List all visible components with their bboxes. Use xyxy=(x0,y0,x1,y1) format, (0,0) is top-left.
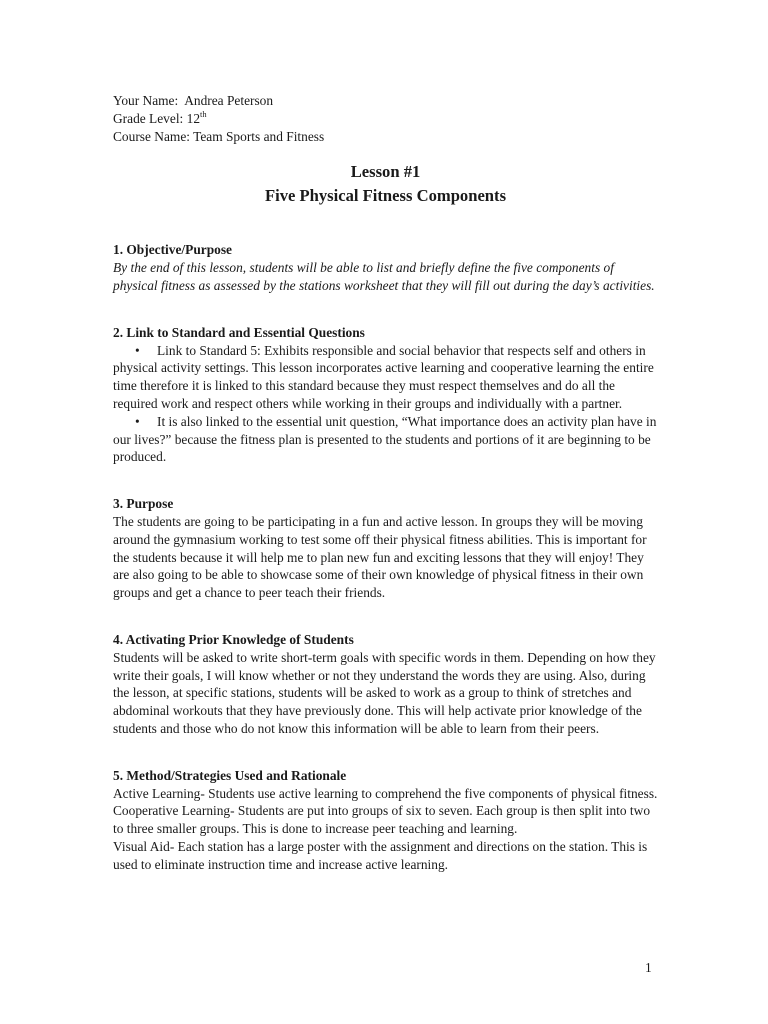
section-objective xyxy=(113,241,658,294)
page-number: 1 xyxy=(645,960,652,975)
course-value: Team Sports and Fitness xyxy=(193,128,325,144)
name-value: Andrea Peterson xyxy=(184,93,274,108)
course-label: Course Name: xyxy=(113,128,190,144)
section-link-heading: 2. Link to Standard and Essential Questions xyxy=(113,324,365,340)
lesson-number-title: Lesson #1 xyxy=(350,162,421,182)
bullet-item xyxy=(113,413,658,466)
section-purpose-text: The students are going to be participating in a fun and active lesson. In groups they will be moving around the gymnasium working to test some off their physical fitness abilities. This is important for the students because it will help me to plan new fun and exciting lessons that they will enjoy! They are also going to be able to showcase some of their own knowledge of physical fitness in their own groups and get a chance to peer teach their friends. xyxy=(113,513,647,601)
title-block xyxy=(113,160,658,208)
section-prior-knowledge-heading: 4. Activating Prior Knowledge of Students xyxy=(113,631,354,647)
section-prior-knowledge-text: Students will be asked to write short-term goals with specific words in them. Depending on how they write their goals, I will know whether or not they understand the words they are using. Also, during the lesson, at specific stations, students will be asked to work as a group to think of stretches and abdominal workouts that they have previously done. This will help activate prior knowledge of the students and those who do not know this information will be able to learn from their peers. xyxy=(113,649,656,736)
section-purpose-heading: 3. Purpose xyxy=(113,496,174,512)
grade-line xyxy=(113,110,658,128)
method-active-learning: Active Learning- Students use active learning to comprehend the five components of physical fitness. xyxy=(113,785,658,801)
bullet-symbol: • xyxy=(135,413,140,429)
section-prior-knowledge xyxy=(113,631,658,738)
header-block xyxy=(113,92,658,145)
grade-value: 12 xyxy=(186,110,201,126)
bullet-item xyxy=(113,342,658,413)
section-method-heading: 5. Method/Strategies Used and Rationale xyxy=(113,767,347,783)
bullet-text: Link to Standard 5: Exhibits responsible and social behavior that respects self and others in physical activity settings. This lesson incorporates active learning and cooperative learning the entire time therefore it is linked to this standard because they must respect themselves and do all the required work and respect others while working in their groups and individually with a partner. xyxy=(113,342,654,411)
name-label: Your Name: xyxy=(113,93,179,108)
section-objective-text: By the end of this lesson, students will be able to list and briefly define the five components of physical fitness as assessed by the stations worksheet that they will fill out during the day’s activities. xyxy=(113,260,655,293)
bullet-symbol: • xyxy=(135,342,140,358)
bullet-text: It is also linked to the essential unit question, “What importance does an activity plan have in our lives?” because the fitness plan is presented to the students and portions of it are beginning to be produced. xyxy=(113,413,657,465)
document-body xyxy=(113,92,658,874)
grade-suffix: th xyxy=(200,108,207,119)
section-link xyxy=(113,324,658,466)
method-visual-aid: Visual Aid- Each station has a large poster with the assignment and directions on the station. This is used to eliminate instruction time and increase active learning. xyxy=(113,838,648,872)
method-cooperative-learning: Cooperative Learning- Students are put into groups of six to seven. Each group is then split into two to three smaller groups. This is done to increase peer teaching and learning. xyxy=(113,803,651,837)
grade-label: Grade Level: xyxy=(113,110,184,126)
section-purpose xyxy=(113,495,658,602)
name-line xyxy=(113,92,658,110)
section-method xyxy=(113,767,658,874)
course-line xyxy=(113,128,658,146)
section-objective-heading: 1. Objective/Purpose xyxy=(113,242,233,258)
lesson-topic-title: Five Physical Fitness Components xyxy=(264,186,507,206)
